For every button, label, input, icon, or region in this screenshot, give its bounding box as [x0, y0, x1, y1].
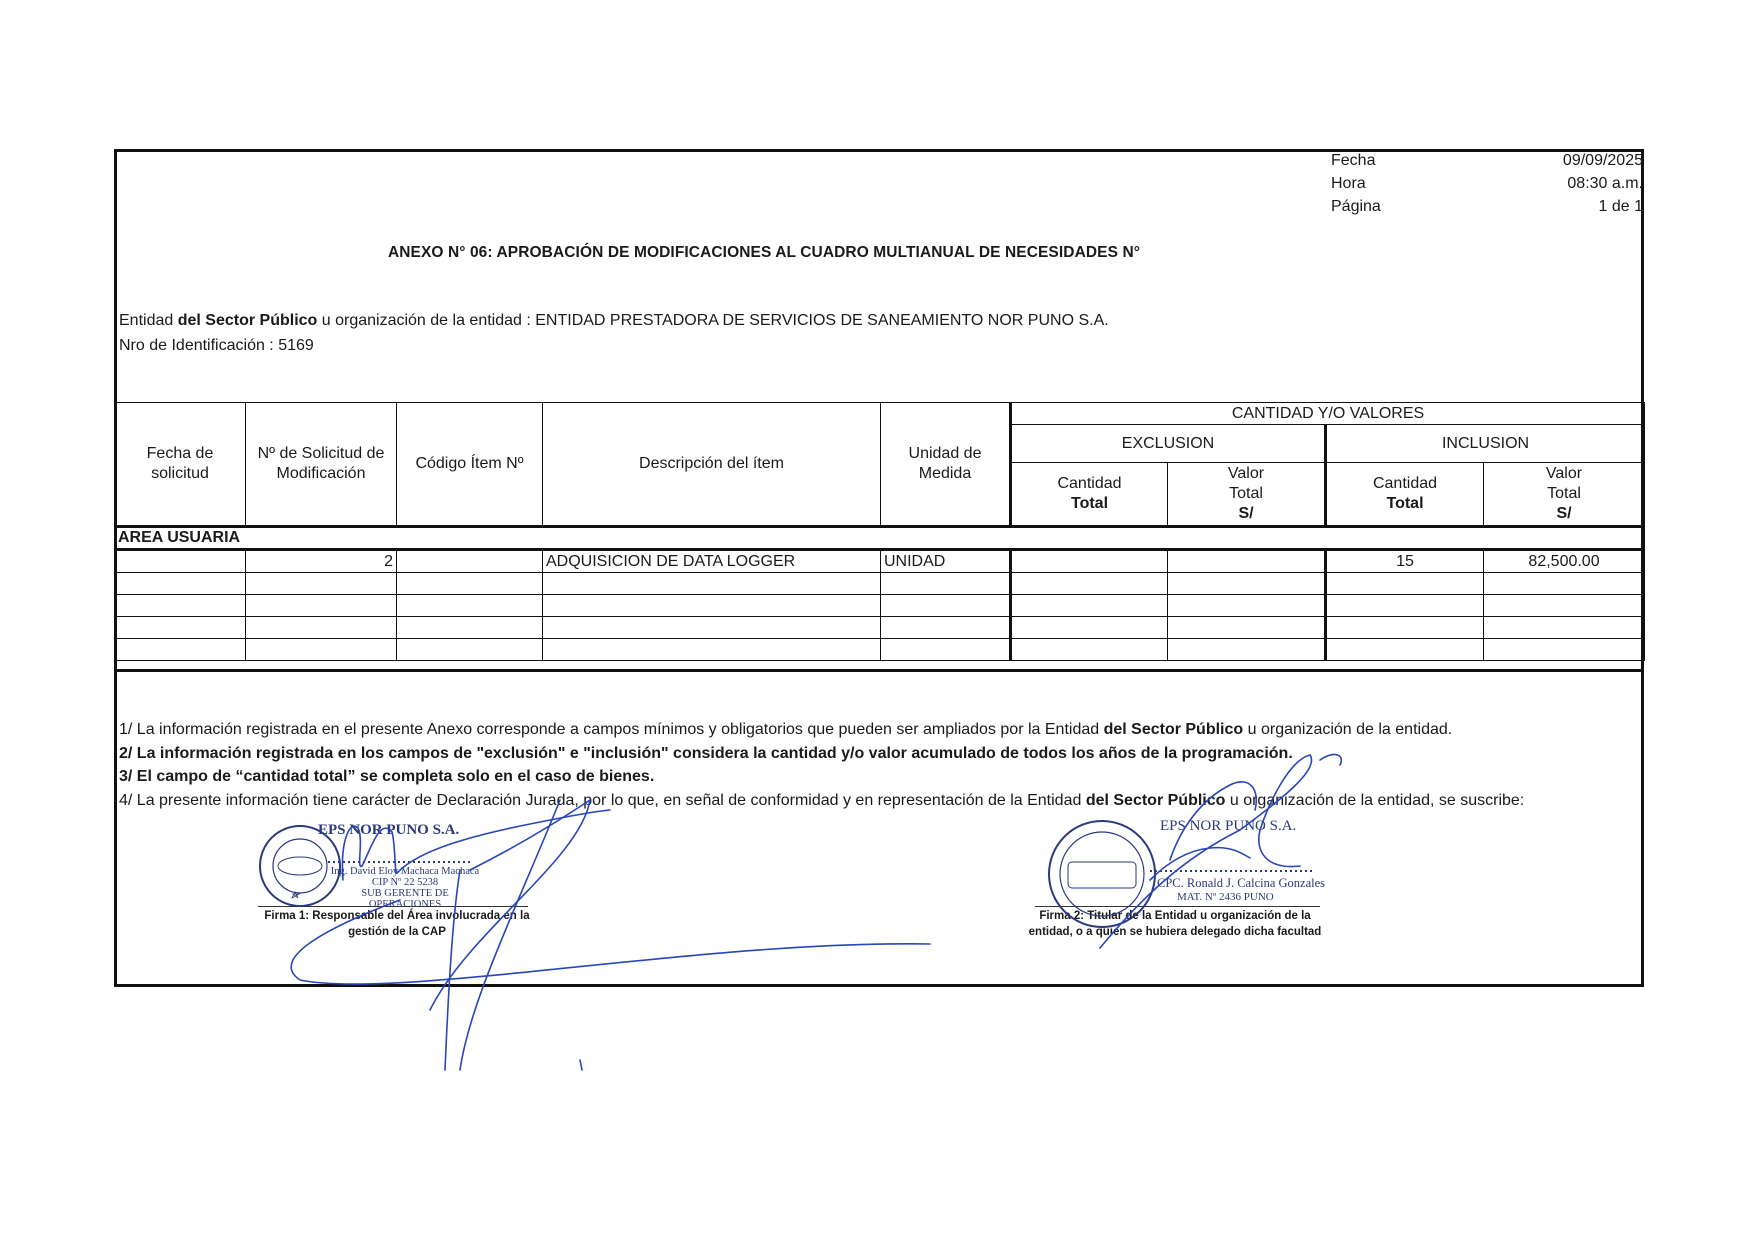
header-cantidad-valores: CANTIDAD Y/O VALORES — [1011, 403, 1645, 425]
seal-1-icon — [260, 826, 340, 906]
entity-mid: u organización de la entidad : — [317, 312, 536, 329]
note-1-post: u organización de la entidad. — [1243, 721, 1453, 738]
note-4-bold: del Sector Público — [1085, 791, 1226, 809]
handwritten-signature-1-icon — [291, 800, 930, 1070]
incl-cantidad-label: Cantidad — [1372, 475, 1438, 492]
cell-incl-cantidad: 15 — [1326, 550, 1484, 573]
stamp2-company: EPS NOR PUNO S.A. — [1160, 818, 1297, 834]
firma2-line2: entidad, o a quien se hubiera delegado dicha facultad — [1028, 926, 1322, 938]
cell-descripcion: ADQUISICION DE DATA LOGGER — [543, 550, 881, 573]
header-unidad: Unidad de Medida — [881, 403, 1011, 527]
cell-solicitud: 2 — [246, 550, 397, 573]
stamp2-name: CPC. Ronald J. Calcina Gonzales — [1157, 876, 1326, 890]
excl-valor-label: Valor — [1227, 465, 1265, 482]
excl-cantidad-label: Cantidad — [1057, 475, 1122, 492]
note-1-pre: 1/ La información registrada en el presente Anexo corresponde a campos mínimos y obligatorios que pueden ser ampliados por la Entidad — [119, 721, 1104, 738]
stamp1-cip: CIP Nº 22 5238 — [371, 877, 439, 888]
fecha-value: 09/09/2025 — [1562, 152, 1643, 169]
cell-unidad: UNIDAD — [881, 550, 1011, 573]
fecha-label: Fecha — [1331, 152, 1376, 169]
firma1-line2: gestión de la CAP — [348, 926, 446, 938]
incl-valor-label: Valor — [1545, 465, 1583, 482]
incl-total-label: Total — [1386, 495, 1424, 512]
stamp1-name: Ing. David Eloy Machaca Machaca — [330, 866, 480, 877]
header-exclusion: EXCLUSION — [1011, 425, 1326, 463]
header-fecha: Fecha de solicitud — [115, 403, 246, 527]
area-usuaria-band: AREA USUARIA — [115, 527, 1645, 550]
pagina-value: 1 de 1 — [1598, 198, 1643, 215]
stamp1-company: EPS NOR PUNO S.A. — [318, 822, 460, 838]
header-inclusion: INCLUSION — [1326, 425, 1645, 463]
entity-bold: del Sector Público — [177, 312, 318, 329]
seal-2-icon — [1049, 821, 1155, 927]
header-descripcion: Descripción del ítem — [543, 403, 881, 527]
header-solicitud: Nº de Solicitud de Modificación — [246, 403, 397, 527]
stamp1-role: SUB GERENTE DE OPERACIONES — [361, 888, 449, 910]
hora-value: 08:30 a.m. — [1567, 175, 1643, 192]
note-3: 3/ El campo de “cantidad total” se completa solo en el caso de bienes. — [119, 768, 655, 785]
handwritten-signature-2-icon — [1100, 755, 1341, 948]
firma2-line1: Firma 2: Titular de la Entidad u organización de la — [1039, 910, 1311, 922]
pagina-label: Página — [1331, 198, 1381, 215]
incl-valor-total-label: Total — [1547, 485, 1581, 502]
excl-total-label: Total — [1070, 495, 1109, 512]
firma1-line1: Firma 1: Responsable del Área involucrada en la — [264, 910, 530, 922]
note-2: 2/ La información registrada en los campos de "exclusión" e "inclusión" considera la cantidad y/o valor acumulado de todos los años de la programación. — [119, 744, 1293, 762]
nro-identificacion: Nro de Identificación : 5169 — [119, 337, 314, 354]
document-title: ANEXO N° 06: APROBACIÓN DE MODIFICACIONES AL CUADRO MULTIANUAL DE NECESIDADES N° — [387, 244, 1141, 261]
cell-incl-valor: 82,500.00 — [1484, 550, 1645, 573]
header-codigo: Código Ítem Nº — [397, 403, 543, 527]
excl-currency-label: S/ — [1238, 505, 1254, 522]
note-4-post: u organización de la entidad, se suscribe: — [1225, 791, 1525, 809]
note-1-bold: del Sector Público — [1103, 721, 1244, 738]
note-4-pre: 4/ La presente información tiene carácter de Declaración Jurada, por lo que, en señal de conformidad y en representación de la Entidad — [119, 791, 1086, 809]
hora-label: Hora — [1331, 175, 1366, 192]
entity-prefix: Entidad — [119, 312, 178, 329]
entity-value: ENTIDAD PRESTADORA DE SERVICIOS DE SANEAMIENTO NOR PUNO S.A. — [535, 312, 1109, 329]
stamp2-mat: MAT. Nº 2436 PUNO — [1177, 891, 1274, 903]
excl-valor-total-label: Total — [1229, 485, 1263, 502]
incl-currency-label: S/ — [1556, 505, 1572, 522]
